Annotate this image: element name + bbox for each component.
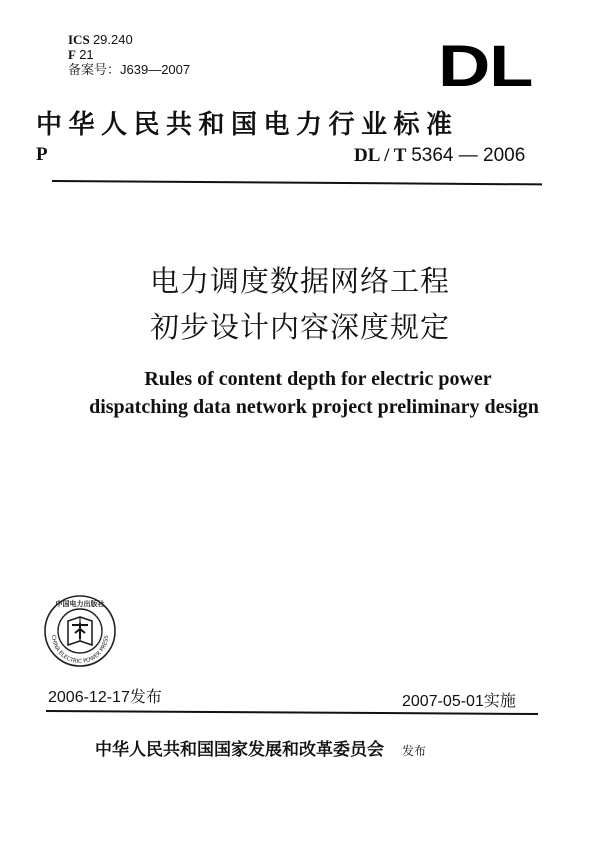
filing-label: 备案号： xyxy=(68,62,121,77)
code-prefix: DL / T xyxy=(354,145,407,166)
filing-line xyxy=(68,62,190,77)
category-label: P xyxy=(36,144,48,165)
svg-text:CHINA ELECTRIC POWER PRESS: CHINA ELECTRIC POWER PRESS xyxy=(49,634,111,666)
dl-logo: DL xyxy=(438,34,533,99)
publisher-line xyxy=(95,735,426,760)
document-title-en-line-1: Rules of content depth for electric power xyxy=(144,368,492,390)
document-title-cn-line-2: 初步设计内容深度规定 xyxy=(149,310,450,344)
standard-code xyxy=(354,145,525,167)
issue-date: 2006-12-17发布 xyxy=(48,689,162,706)
publisher-name: 中华人民共和国国家发展和改革委员会 xyxy=(95,740,384,760)
publisher-suffix: 发布 xyxy=(402,744,427,758)
document-title-en-line-2: dispatching data network project preliminary design xyxy=(89,396,539,418)
classification-block xyxy=(68,32,190,77)
ics-label: ICS xyxy=(68,32,90,47)
svg-text:中国电力出版社: 中国电力出版社 xyxy=(55,600,105,608)
code-number: 5364 — 2006 xyxy=(411,145,526,166)
ics-value: 29.240 xyxy=(92,32,133,47)
ccs-label: F xyxy=(68,47,76,62)
filing-value: J639—2007 xyxy=(120,62,191,77)
ccs-line xyxy=(68,47,190,62)
china-electric-power-press-logo-icon xyxy=(42,593,118,669)
header-divider xyxy=(52,180,542,185)
ccs-value: 21 xyxy=(79,47,94,62)
document-title-cn-line-1: 电力调度数据网络工程 xyxy=(149,264,450,298)
effective-date: 2007-05-01实施 xyxy=(402,693,516,710)
ics-line xyxy=(68,32,190,47)
standard-title: 中华人民共和国电力行业标准 xyxy=(36,110,459,140)
